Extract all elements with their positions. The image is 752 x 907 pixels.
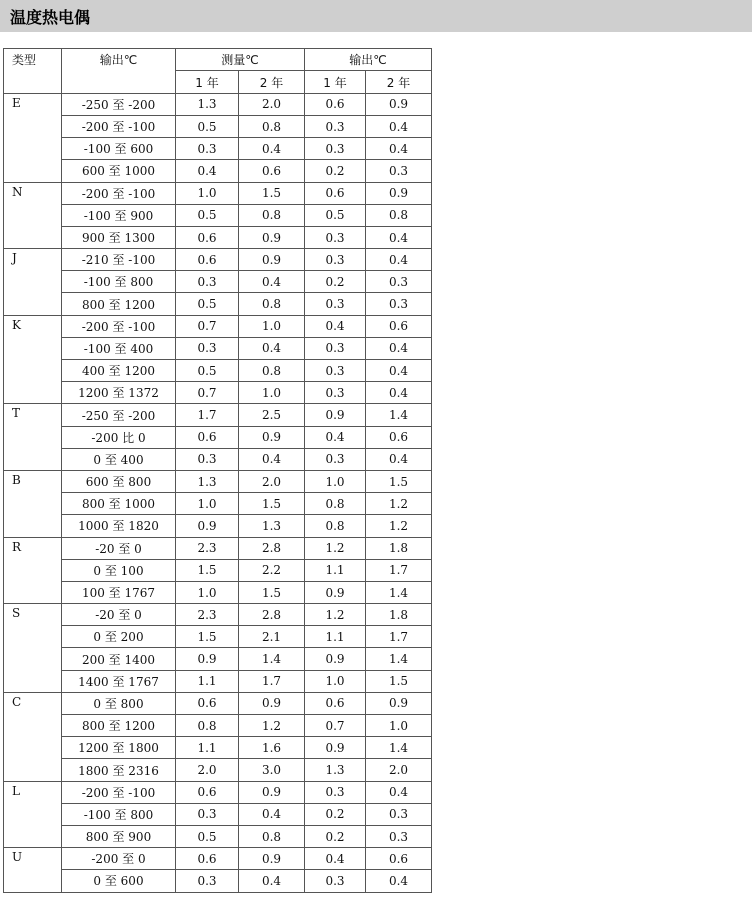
measure-year1-cell: 0.6: [176, 249, 239, 271]
measure-year1-cell: 0.6: [176, 426, 239, 448]
output-year2-cell: 1.5: [366, 670, 432, 692]
measure-year1-cell: 0.7: [176, 315, 239, 337]
table-row: [4, 626, 432, 648]
thermocouple-type: R: [4, 537, 62, 604]
measure-year2-cell: 0.8: [239, 825, 305, 847]
table-row: [4, 581, 432, 603]
measure-year1-cell: 2.3: [176, 537, 239, 559]
measure-year1-cell: 1.7: [176, 404, 239, 426]
output-year1-cell: 0.4: [305, 426, 366, 448]
output-year1-cell: 0.8: [305, 493, 366, 515]
output-year1-cell: 0.5: [305, 204, 366, 226]
measure-year2-cell: 0.9: [239, 226, 305, 248]
output-range-cell: -100 至 800: [62, 803, 176, 825]
measure-year1-cell: 1.0: [176, 493, 239, 515]
output-year2-cell: 0.3: [366, 825, 432, 847]
table-row: [4, 803, 432, 825]
output-range-cell: -210 至 -100: [62, 249, 176, 271]
measure-year1-cell: 2.0: [176, 759, 239, 781]
output-year1-cell: 0.3: [305, 138, 366, 160]
output-year2-cell: 1.7: [366, 559, 432, 581]
measure-year1-cell: 0.8: [176, 715, 239, 737]
header-measure-year2: 2 年: [239, 71, 305, 93]
table-row: [4, 848, 432, 870]
output-year2-cell: 0.4: [366, 360, 432, 382]
measure-year2-cell: 1.7: [239, 670, 305, 692]
output-year2-cell: 1.4: [366, 648, 432, 670]
table-row: [4, 160, 432, 182]
measure-year2-cell: 1.0: [239, 315, 305, 337]
output-year2-cell: 1.8: [366, 537, 432, 559]
output-year2-cell: 0.3: [366, 271, 432, 293]
output-range-cell: 0 至 100: [62, 559, 176, 581]
table-row: [4, 271, 432, 293]
measure-year2-cell: 0.4: [239, 337, 305, 359]
measure-year2-cell: 0.9: [239, 426, 305, 448]
output-year2-cell: 0.4: [366, 448, 432, 470]
measure-year1-cell: 0.5: [176, 825, 239, 847]
output-year1-cell: 0.9: [305, 581, 366, 603]
output-range-cell: -250 至 -200: [62, 93, 176, 115]
table-row: [4, 648, 432, 670]
output-range-cell: 200 至 1400: [62, 648, 176, 670]
measure-year1-cell: 1.3: [176, 470, 239, 492]
thermocouple-table: [3, 48, 432, 893]
output-year2-cell: 1.4: [366, 404, 432, 426]
thermocouple-type: E: [4, 93, 62, 182]
output-range-cell: -200 至 -100: [62, 115, 176, 137]
table-row: [4, 870, 432, 892]
header-measure: 测量℃: [176, 49, 305, 71]
output-year1-cell: 0.3: [305, 293, 366, 315]
output-range-cell: -100 至 600: [62, 138, 176, 160]
output-range-cell: 800 至 900: [62, 825, 176, 847]
output-range-cell: 600 至 800: [62, 470, 176, 492]
output-range-cell: -100 至 800: [62, 271, 176, 293]
table-row: [4, 138, 432, 160]
output-range-cell: -200 至 -100: [62, 315, 176, 337]
header-output-accuracy: 输出℃: [305, 49, 432, 71]
table-row: [4, 670, 432, 692]
table-body: [4, 93, 432, 892]
measure-year1-cell: 0.6: [176, 848, 239, 870]
output-year2-cell: 1.8: [366, 604, 432, 626]
output-year1-cell: 0.9: [305, 404, 366, 426]
thermocouple-type: L: [4, 781, 62, 848]
output-range-cell: 1200 至 1800: [62, 737, 176, 759]
output-year1-cell: 0.7: [305, 715, 366, 737]
thermocouple-type: S: [4, 604, 62, 693]
output-year2-cell: 0.3: [366, 160, 432, 182]
output-range-cell: 0 至 800: [62, 692, 176, 714]
output-year1-cell: 1.2: [305, 604, 366, 626]
table-row: [4, 382, 432, 404]
measure-year1-cell: 0.5: [176, 204, 239, 226]
table-row: [4, 604, 432, 626]
table-row: [4, 404, 432, 426]
output-year2-cell: 0.6: [366, 315, 432, 337]
measure-year1-cell: 0.5: [176, 115, 239, 137]
measure-year2-cell: 0.8: [239, 115, 305, 137]
output-range-cell: 0 至 200: [62, 626, 176, 648]
measure-year2-cell: 0.8: [239, 360, 305, 382]
output-year1-cell: 0.9: [305, 648, 366, 670]
table-row: [4, 781, 432, 803]
output-range-cell: 1800 至 2316: [62, 759, 176, 781]
measure-year2-cell: 2.8: [239, 604, 305, 626]
measure-year2-cell: 0.9: [239, 781, 305, 803]
measure-year2-cell: 1.2: [239, 715, 305, 737]
thermocouple-type: B: [4, 470, 62, 537]
output-year1-cell: 0.8: [305, 515, 366, 537]
table-row: [4, 249, 432, 271]
output-range-cell: 1200 至 1372: [62, 382, 176, 404]
output-year2-cell: 0.4: [366, 226, 432, 248]
table-header: [4, 49, 432, 94]
output-year1-cell: 1.0: [305, 470, 366, 492]
output-year1-cell: 0.3: [305, 337, 366, 359]
output-year1-cell: 0.3: [305, 249, 366, 271]
measure-year2-cell: 0.9: [239, 692, 305, 714]
output-year1-cell: 0.6: [305, 93, 366, 115]
output-range-cell: -250 至 -200: [62, 404, 176, 426]
measure-year1-cell: 0.6: [176, 781, 239, 803]
measure-year1-cell: 1.5: [176, 626, 239, 648]
table-row: [4, 448, 432, 470]
output-range-cell: 1400 至 1767: [62, 670, 176, 692]
output-year1-cell: 0.4: [305, 848, 366, 870]
table-row: [4, 426, 432, 448]
output-year2-cell: 0.4: [366, 115, 432, 137]
measure-year2-cell: 2.2: [239, 559, 305, 581]
measure-year2-cell: 0.4: [239, 803, 305, 825]
thermocouple-type: T: [4, 404, 62, 471]
measure-year1-cell: 1.0: [176, 182, 239, 204]
measure-year1-cell: 0.3: [176, 803, 239, 825]
measure-year2-cell: 0.4: [239, 448, 305, 470]
table-row: [4, 93, 432, 115]
output-year2-cell: 0.6: [366, 426, 432, 448]
header-type: 类型: [4, 49, 62, 94]
output-range-cell: -200 至 0: [62, 848, 176, 870]
measure-year2-cell: 0.4: [239, 870, 305, 892]
measure-year2-cell: 1.5: [239, 182, 305, 204]
output-year2-cell: 1.4: [366, 581, 432, 603]
header-output-year2: 2 年: [366, 71, 432, 93]
output-year1-cell: 0.6: [305, 692, 366, 714]
output-year2-cell: 2.0: [366, 759, 432, 781]
header-measure-year1: 1 年: [176, 71, 239, 93]
output-range-cell: 800 至 1200: [62, 293, 176, 315]
output-year2-cell: 1.0: [366, 715, 432, 737]
measure-year1-cell: 0.6: [176, 226, 239, 248]
output-year2-cell: 1.2: [366, 515, 432, 537]
measure-year1-cell: 0.3: [176, 271, 239, 293]
measure-year2-cell: 0.4: [239, 271, 305, 293]
measure-year2-cell: 0.9: [239, 249, 305, 271]
measure-year1-cell: 0.5: [176, 293, 239, 315]
measure-year2-cell: 1.5: [239, 493, 305, 515]
header-output-year1: 1 年: [305, 71, 366, 93]
output-year1-cell: 0.3: [305, 870, 366, 892]
measure-year2-cell: 2.5: [239, 404, 305, 426]
output-year2-cell: 1.2: [366, 493, 432, 515]
measure-year2-cell: 2.1: [239, 626, 305, 648]
table-row: [4, 115, 432, 137]
output-year1-cell: 1.0: [305, 670, 366, 692]
output-year2-cell: 0.4: [366, 870, 432, 892]
measure-year1-cell: 2.3: [176, 604, 239, 626]
header-output: 输出℃: [62, 49, 176, 94]
measure-year1-cell: 1.3: [176, 93, 239, 115]
output-year2-cell: 1.7: [366, 626, 432, 648]
table-row: [4, 470, 432, 492]
measure-year2-cell: 2.0: [239, 93, 305, 115]
output-year2-cell: 0.9: [366, 182, 432, 204]
measure-year2-cell: 1.6: [239, 737, 305, 759]
measure-year1-cell: 0.3: [176, 870, 239, 892]
output-year1-cell: 0.3: [305, 226, 366, 248]
output-range-cell: 600 至 1000: [62, 160, 176, 182]
table-row: [4, 759, 432, 781]
output-range-cell: -100 至 900: [62, 204, 176, 226]
output-year1-cell: 0.2: [305, 825, 366, 847]
table-row: [4, 515, 432, 537]
output-year1-cell: 1.2: [305, 537, 366, 559]
measure-year2-cell: 1.3: [239, 515, 305, 537]
output-year1-cell: 1.1: [305, 626, 366, 648]
output-year1-cell: 1.3: [305, 759, 366, 781]
output-year2-cell: 0.4: [366, 138, 432, 160]
output-range-cell: 900 至 1300: [62, 226, 176, 248]
measure-year2-cell: 3.0: [239, 759, 305, 781]
output-year1-cell: 0.6: [305, 182, 366, 204]
table-row: [4, 559, 432, 581]
output-range-cell: 100 至 1767: [62, 581, 176, 603]
measure-year2-cell: 0.6: [239, 160, 305, 182]
measure-year1-cell: 1.1: [176, 670, 239, 692]
measure-year1-cell: 1.0: [176, 581, 239, 603]
table-row: [4, 825, 432, 847]
output-year1-cell: 0.3: [305, 781, 366, 803]
page-title: 温度热电偶: [0, 0, 752, 32]
output-range-cell: -200 至 -100: [62, 781, 176, 803]
output-year1-cell: 0.2: [305, 803, 366, 825]
measure-year2-cell: 2.8: [239, 537, 305, 559]
output-range-cell: 1000 至 1820: [62, 515, 176, 537]
table-row: [4, 204, 432, 226]
table-row: [4, 493, 432, 515]
measure-year2-cell: 1.5: [239, 581, 305, 603]
output-year1-cell: 0.4: [305, 315, 366, 337]
output-range-cell: -20 至 0: [62, 604, 176, 626]
output-year2-cell: 0.4: [366, 382, 432, 404]
measure-year1-cell: 0.9: [176, 648, 239, 670]
output-year2-cell: 0.9: [366, 93, 432, 115]
measure-year1-cell: 1.1: [176, 737, 239, 759]
output-range-cell: -200 至 -100: [62, 182, 176, 204]
output-year2-cell: 0.3: [366, 803, 432, 825]
table-row: [4, 737, 432, 759]
output-year2-cell: 0.4: [366, 337, 432, 359]
output-range-cell: 800 至 1200: [62, 715, 176, 737]
output-year2-cell: 0.4: [366, 249, 432, 271]
table-row: [4, 337, 432, 359]
measure-year1-cell: 0.7: [176, 382, 239, 404]
measure-year1-cell: 0.9: [176, 515, 239, 537]
thermocouple-type: C: [4, 692, 62, 781]
table-row: [4, 715, 432, 737]
measure-year2-cell: 0.8: [239, 293, 305, 315]
measure-year1-cell: 0.3: [176, 448, 239, 470]
measure-year1-cell: 0.3: [176, 138, 239, 160]
output-year2-cell: 1.4: [366, 737, 432, 759]
output-year1-cell: 0.3: [305, 448, 366, 470]
measure-year1-cell: 0.3: [176, 337, 239, 359]
output-year1-cell: 0.3: [305, 360, 366, 382]
output-range-cell: 800 至 1000: [62, 493, 176, 515]
measure-year2-cell: 1.0: [239, 382, 305, 404]
output-range-cell: -100 至 400: [62, 337, 176, 359]
table-row: [4, 315, 432, 337]
output-year1-cell: 0.2: [305, 271, 366, 293]
measure-year2-cell: 2.0: [239, 470, 305, 492]
table-row: [4, 692, 432, 714]
measure-year2-cell: 0.4: [239, 138, 305, 160]
table-row: [4, 226, 432, 248]
output-year1-cell: 0.9: [305, 737, 366, 759]
output-year2-cell: 0.6: [366, 848, 432, 870]
thermocouple-type: J: [4, 249, 62, 316]
output-year2-cell: 0.8: [366, 204, 432, 226]
table-row: [4, 182, 432, 204]
output-year2-cell: 1.5: [366, 470, 432, 492]
measure-year2-cell: 0.9: [239, 848, 305, 870]
output-year1-cell: 0.3: [305, 115, 366, 137]
thermocouple-type: K: [4, 315, 62, 404]
output-range-cell: -20 至 0: [62, 537, 176, 559]
output-year1-cell: 0.2: [305, 160, 366, 182]
output-year1-cell: 1.1: [305, 559, 366, 581]
measure-year1-cell: 0.6: [176, 692, 239, 714]
output-year2-cell: 0.4: [366, 781, 432, 803]
measure-year1-cell: 1.5: [176, 559, 239, 581]
table-row: [4, 360, 432, 382]
output-range-cell: 0 至 600: [62, 870, 176, 892]
table-row: [4, 537, 432, 559]
measure-year1-cell: 0.5: [176, 360, 239, 382]
output-year1-cell: 0.3: [305, 382, 366, 404]
table-row: [4, 293, 432, 315]
thermocouple-type: U: [4, 848, 62, 892]
output-range-cell: 0 至 400: [62, 448, 176, 470]
output-range-cell: -200 比 0: [62, 426, 176, 448]
output-range-cell: 400 至 1200: [62, 360, 176, 382]
measure-year1-cell: 0.4: [176, 160, 239, 182]
measure-year2-cell: 1.4: [239, 648, 305, 670]
output-year2-cell: 0.9: [366, 692, 432, 714]
output-year2-cell: 0.3: [366, 293, 432, 315]
thermocouple-type: N: [4, 182, 62, 249]
measure-year2-cell: 0.8: [239, 204, 305, 226]
